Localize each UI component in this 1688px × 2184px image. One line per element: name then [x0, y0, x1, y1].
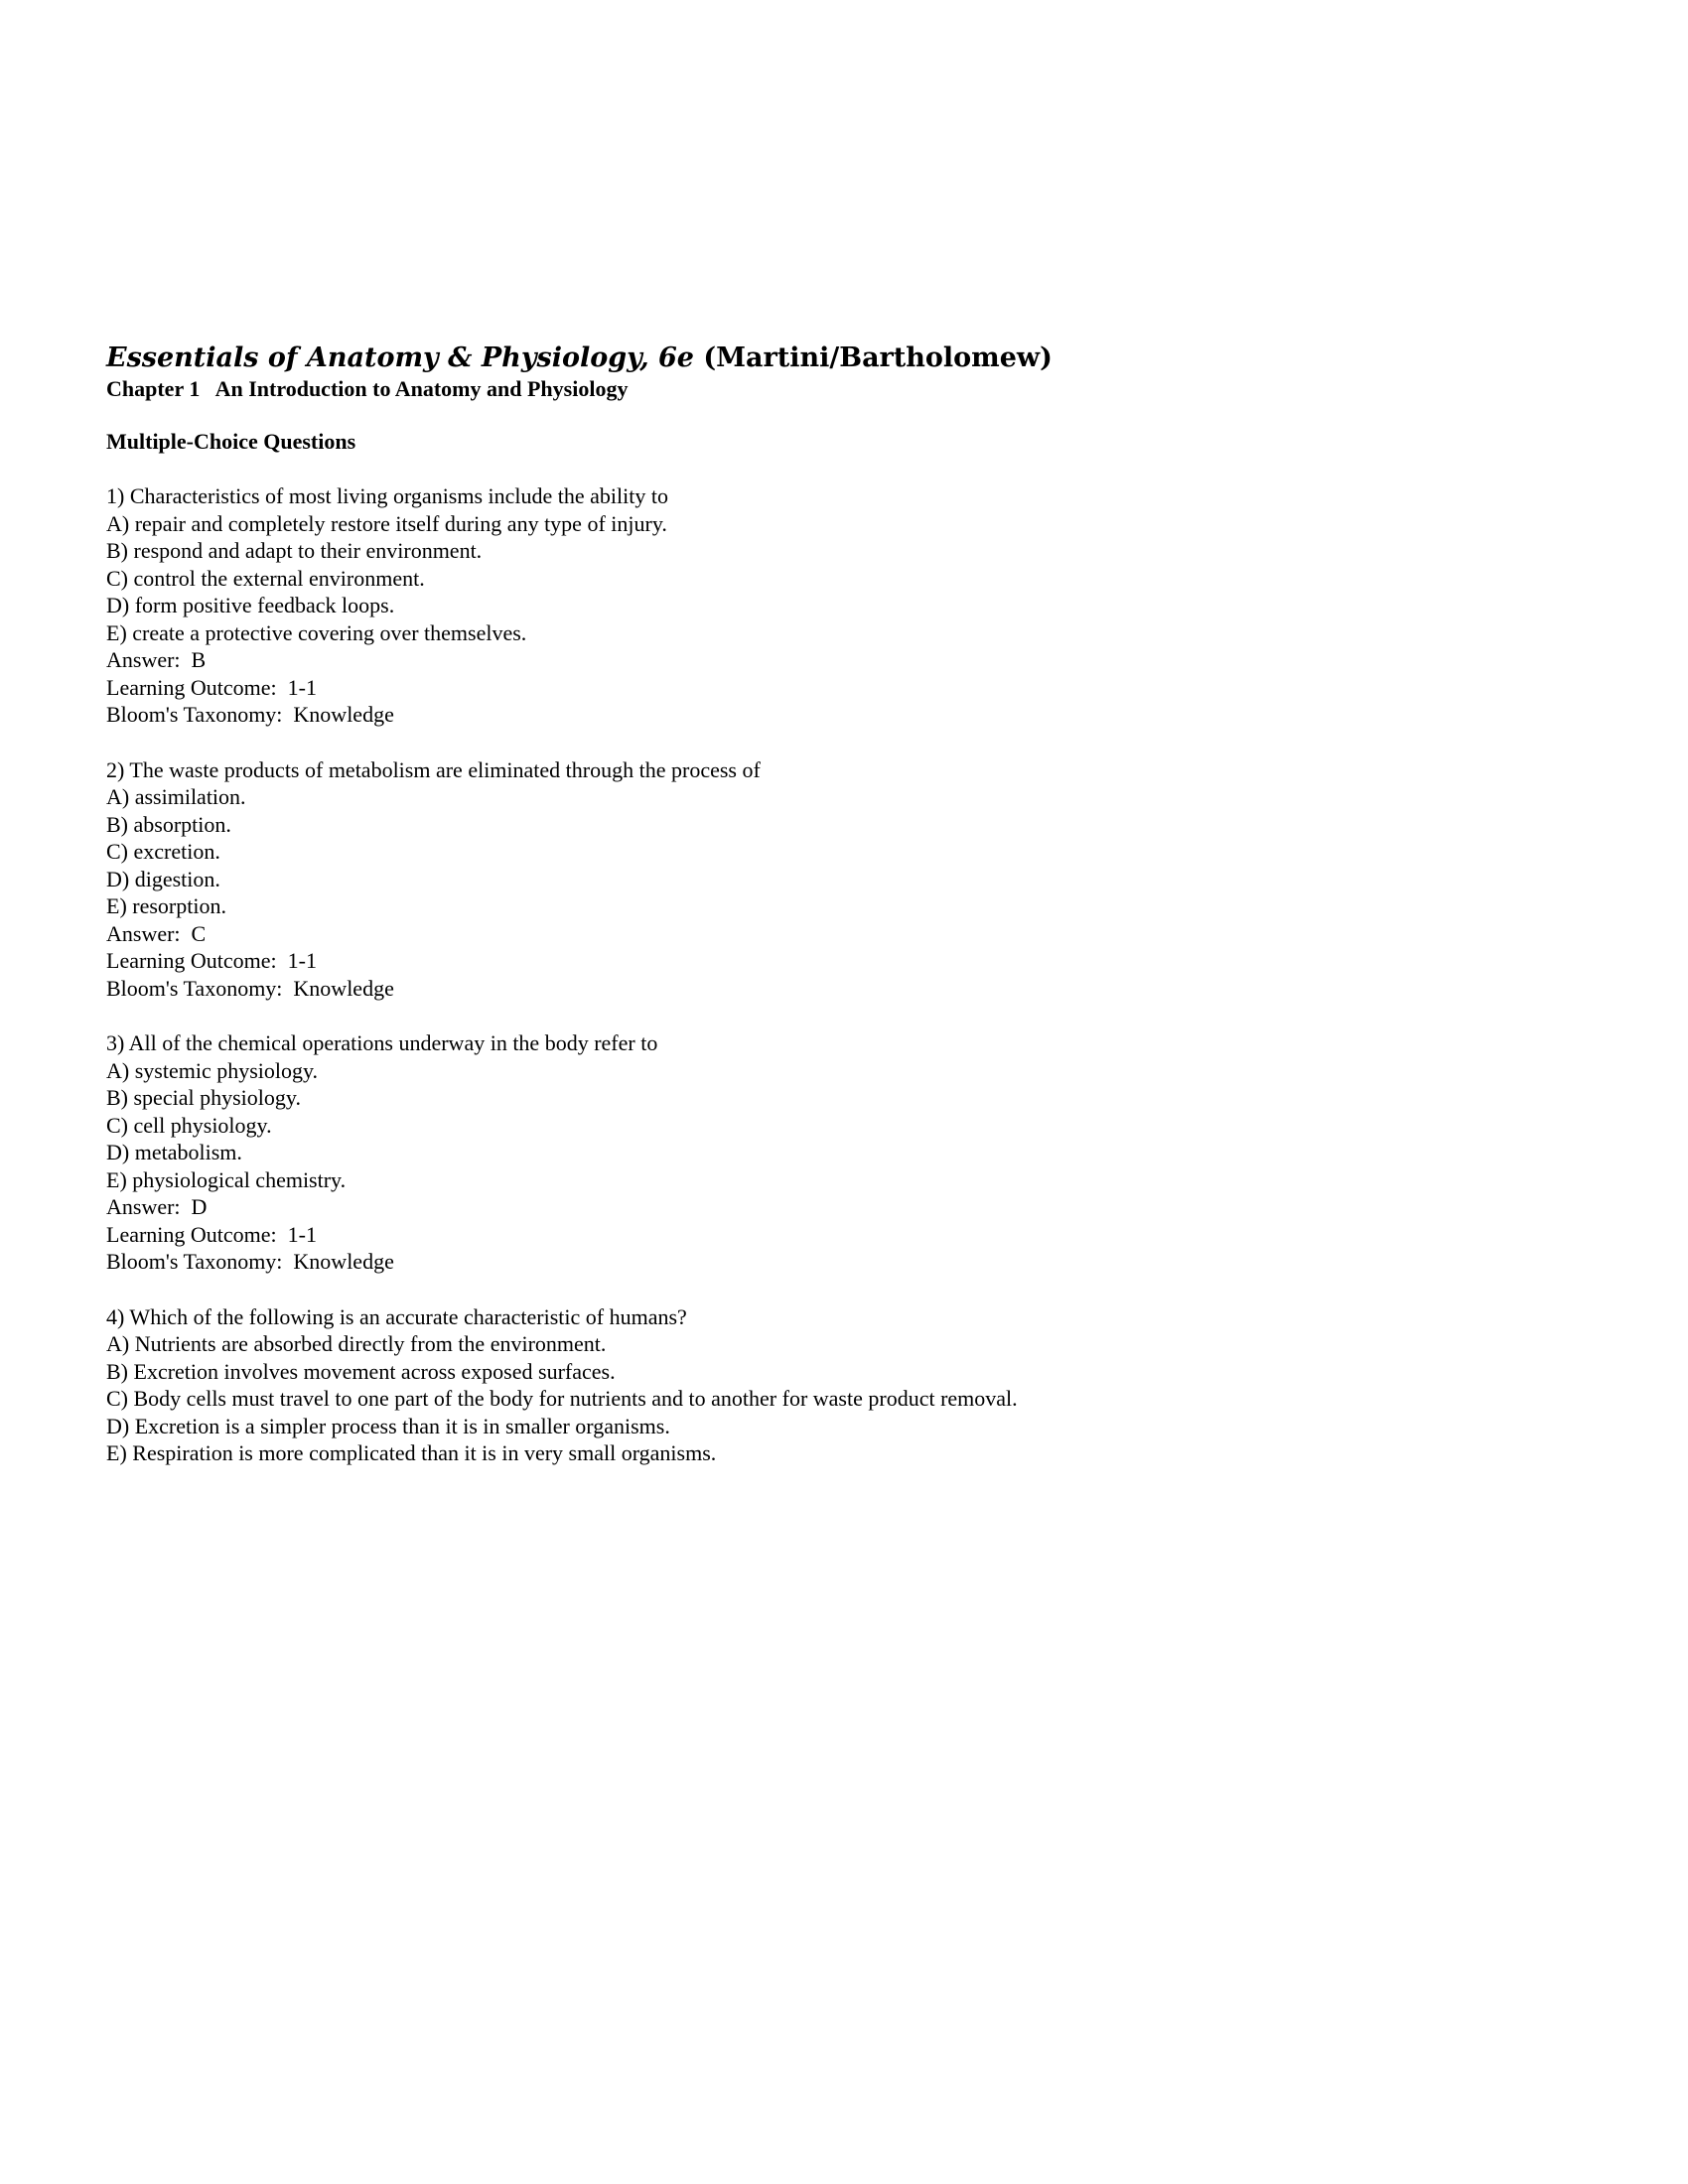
choice-line: B) Excretion involves movement across exposed surfaces. [106, 1358, 616, 1384]
meta-line: Answer: C [106, 920, 207, 946]
meta-line: Answer: D [106, 1194, 208, 1219]
meta-line: Learning Outcome: 1-1 [106, 1221, 317, 1247]
question-stem: 2) The waste products of metabolism are eliminated through the process of [106, 756, 761, 782]
question-stem: 1) Characteristics of most living organisms include the ability to [106, 483, 668, 508]
choice-line: A) repair and completely restore itself during any type of injury. [106, 510, 667, 536]
choice-line: A) assimilation. [106, 784, 246, 809]
meta-line: Bloom's Taxonomy: Knowledge [106, 702, 394, 727]
choice-line: D) metabolism. [106, 1140, 242, 1164]
choice-line: A) Nutrients are absorbed directly from the environment. [106, 1331, 607, 1356]
question-meta [106, 646, 1616, 729]
question-choices [106, 1330, 1616, 1467]
choice-line: C) Body cells must travel to one part of the body for nutrients and to another for waste product removal. [106, 1386, 1018, 1411]
question-meta [106, 920, 1616, 1003]
question-choices [106, 510, 1616, 647]
choice-line: C) control the external environment. [106, 565, 425, 591]
choice-line: B) absorption. [106, 811, 231, 837]
meta-line: Bloom's Taxonomy: Knowledge [106, 975, 394, 1001]
choice-line: E) resorption. [106, 893, 226, 918]
choice-line: A) systemic physiology. [106, 1057, 319, 1083]
choice-line: D) digestion. [106, 866, 220, 891]
meta-line: Learning Outcome: 1-1 [106, 948, 317, 973]
choice-line: E) Respiration is more complicated than it is in very small organisms. [106, 1440, 717, 1465]
question-stem: 3) All of the chemical operations underway in the body refer to [106, 1030, 658, 1055]
chapter-heading: Chapter 1 An Introduction to Anatomy and Physiology [106, 376, 629, 401]
section-heading: Multiple-Choice Questions [106, 429, 356, 454]
choice-line: D) Excretion is a simpler process than it is in smaller organisms. [106, 1413, 670, 1438]
question-block [106, 482, 1616, 729]
question-choices [106, 783, 1616, 920]
choice-line: E) physiological chemistry. [106, 1166, 347, 1192]
question-stem: 4) Which of the following is an accurate characteristic of humans? [106, 1303, 687, 1329]
choice-line: B) respond and adapt to their environment. [106, 538, 483, 563]
question-meta [106, 1193, 1616, 1276]
choice-line: D) form positive feedback loops. [106, 593, 395, 617]
meta-line: Bloom's Taxonomy: Knowledge [106, 1249, 394, 1274]
question-block [106, 756, 1616, 1003]
choice-line: C) cell physiology. [106, 1112, 272, 1138]
question-choices [106, 1057, 1616, 1194]
document-title-authors: (Martini/Bartholomew) [693, 342, 1053, 373]
choice-line: B) special physiology. [106, 1085, 301, 1110]
question-block [106, 1029, 1616, 1276]
document-page [106, 342, 1616, 1495]
choice-line: C) excretion. [106, 839, 220, 864]
meta-line: Learning Outcome: 1-1 [106, 674, 317, 700]
choice-line: E) create a protective covering over themselves. [106, 619, 527, 645]
document-title [106, 342, 1616, 373]
document-title-italic: Essentials of Anatomy & Physiology, 6e [106, 342, 694, 373]
questions [106, 482, 1616, 1467]
question-block [106, 1303, 1616, 1467]
meta-line: Answer: B [106, 647, 207, 672]
